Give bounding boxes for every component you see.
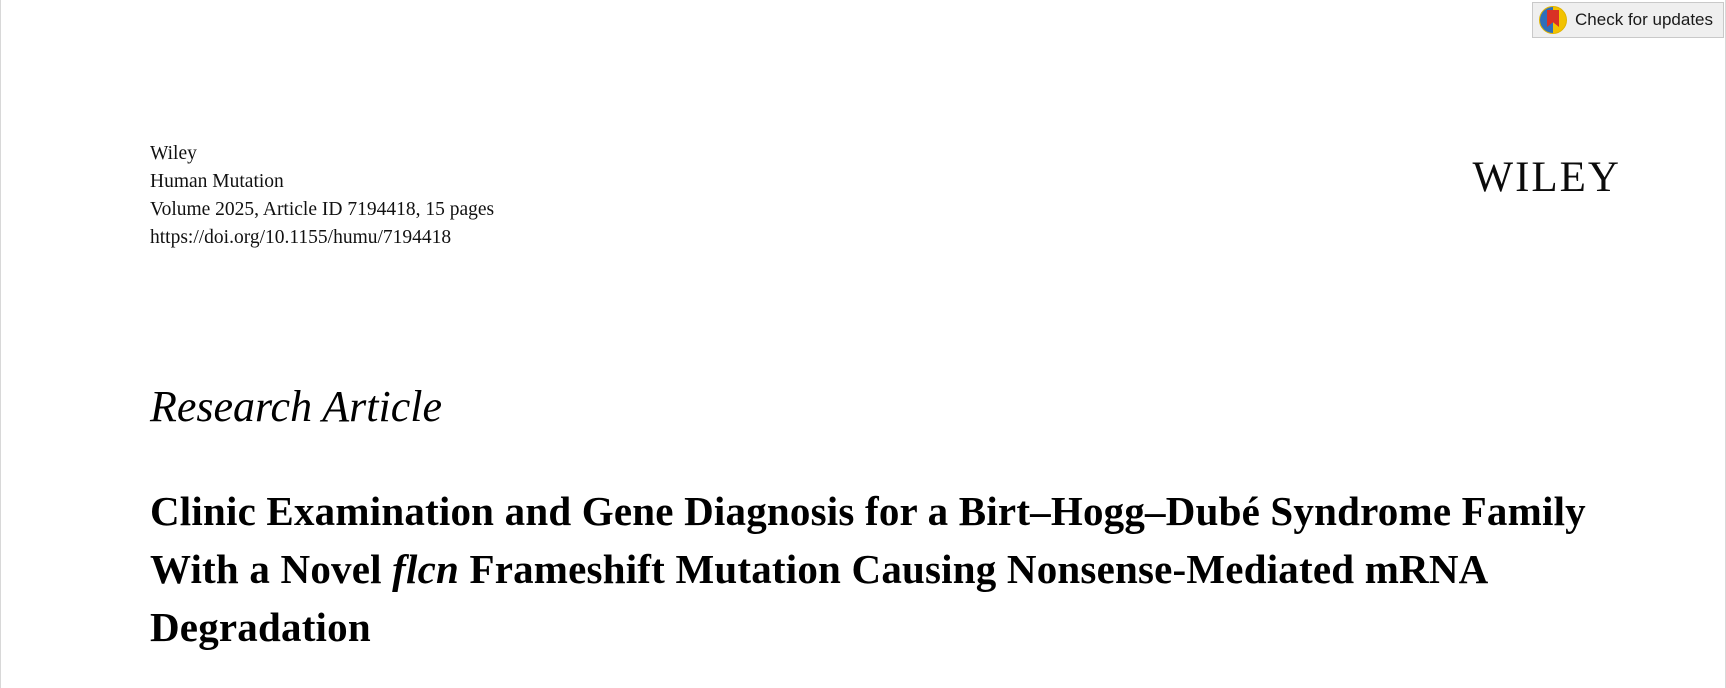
title-part-2: Frameshift Mutation Causing Nonsense-Mediated mRNA Degradation [150,546,1487,651]
check-for-updates-badge[interactable] [1532,2,1724,38]
crossmark-icon [1539,6,1567,34]
page-title [150,482,1600,656]
journal-publisher: Wiley [150,143,197,164]
article-type-label: Research Article [150,382,443,431]
journal-name: Human Mutation [150,171,284,192]
journal-meta [150,140,494,252]
page-left-rule [0,0,1,688]
journal-doi-link[interactable]: https://doi.org/10.1155/humu/7194418 [150,227,452,248]
title-gene-name: flcn [392,546,460,593]
title-part-1: Clinic Examination and Gene Diagnosis for a Birt–Hogg–Dubé Syndrome Family With a Novel [150,488,1586,593]
journal-volume-line: Volume 2025, Article ID 7194418, 15 pages [150,199,495,220]
check-for-updates-label: Check for updates [1575,10,1713,29]
wiley-logo: wiley [1472,137,1621,205]
